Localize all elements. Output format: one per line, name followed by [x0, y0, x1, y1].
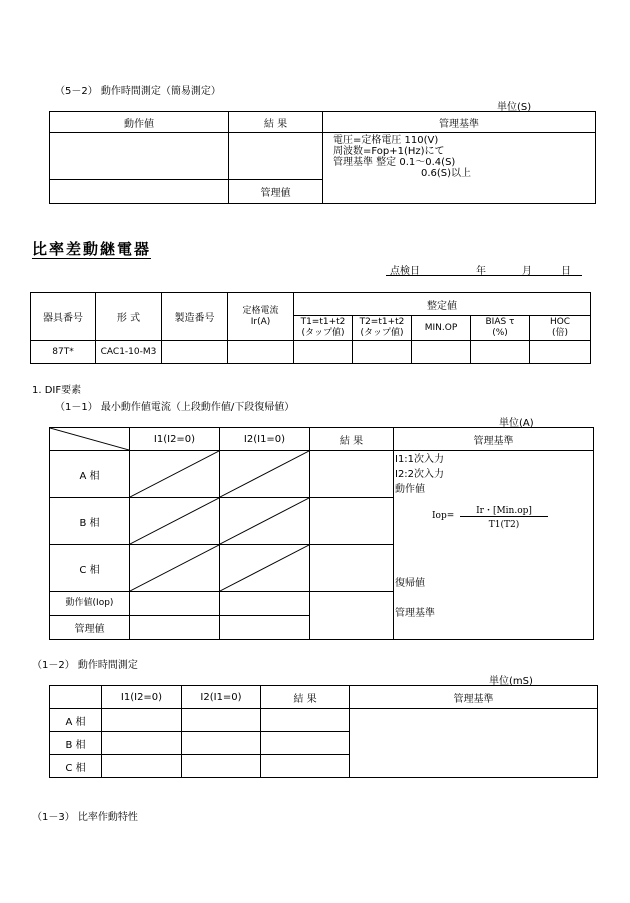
value-bottom-cell[interactable] [50, 179, 229, 203]
corner-cell [50, 428, 130, 451]
row-label-manage: 管理値 [50, 616, 130, 640]
col-header-criteria: 管理基準 [350, 686, 598, 709]
formula-bar [460, 516, 548, 517]
min-operating-current-table [49, 427, 594, 640]
manage-i2-cell[interactable] [220, 616, 310, 640]
result-cell[interactable] [229, 133, 323, 180]
phase-b-result-cell[interactable] [310, 498, 394, 545]
formula-denominator: T1(T2) [488, 520, 520, 530]
section-5-2-heading: （5－2） 動作時間測定（簡易測定） [55, 86, 221, 97]
dif-subheading: （1－1） 最小動作値電流（上段動作値/下段復帰値） [55, 402, 295, 413]
day-label: 日 [561, 266, 571, 277]
criteria-operating: 動作値 [395, 484, 425, 495]
diagonal-line [220, 498, 309, 544]
header-rated-current-unit: Ir(A) [250, 316, 271, 327]
col-header-result: 結 果 [310, 428, 394, 451]
header-t2-sub: (タップ値) [360, 328, 404, 338]
criteria-line: 管理基準 整定 0.1～0.4(S) [333, 157, 456, 169]
criteria-i2: I2:2次入力 [395, 469, 445, 480]
header-rated-current [228, 293, 294, 341]
criteria-standard: 管理基準 [395, 608, 435, 619]
section-1-3-heading: （1－3） 比率作動特性 [32, 812, 138, 823]
time-b-result-cell[interactable] [261, 732, 350, 755]
header-rated-current-label: 定格電流 [242, 305, 279, 316]
col-header-i2: I2(I1=0) [182, 686, 261, 709]
header-serial: 製造番号 [162, 293, 228, 341]
phase-a-result-cell[interactable] [310, 451, 394, 498]
month-label: 月 [522, 266, 532, 277]
corner-diagonal [50, 428, 129, 450]
minop-value[interactable] [412, 341, 471, 364]
criteria-cell [323, 133, 596, 204]
dif-unit-label: 単位(A) [499, 418, 534, 429]
header-hoc [530, 316, 591, 341]
serial-value[interactable] [162, 341, 228, 364]
criteria-line: 電圧=定格電圧 110(V) [333, 135, 439, 147]
time-a-result-cell[interactable] [261, 709, 350, 732]
header-hoc-sub: (倍) [552, 328, 569, 338]
criteria-line: 0.6(S)以上 [421, 168, 472, 180]
criteria-line: 周波数=Fop+1(Hz)にて [333, 146, 445, 158]
time-a-i1-cell[interactable] [102, 709, 182, 732]
row-label-c: C 相 [50, 755, 102, 778]
header-t2 [353, 316, 412, 341]
op-i2-cell[interactable] [220, 592, 310, 616]
diagonal-line [130, 545, 219, 591]
criteria-cell [394, 451, 594, 640]
header-setting: 整定値 [294, 293, 591, 316]
phase-c-i1-cell[interactable] [130, 545, 220, 592]
header-model: 形 式 [96, 293, 162, 341]
col-header-criteria: 管理基準 [323, 112, 596, 133]
col-header-i1: I1(I2=0) [102, 686, 182, 709]
col-header-i2: I2(I1=0) [220, 428, 310, 451]
formula-lhs: Iop= [432, 511, 455, 521]
header-bias [471, 316, 530, 341]
col-header-value: 動作値 [50, 112, 229, 133]
relay-info-table [30, 292, 591, 364]
diagonal-line [130, 498, 219, 544]
phase-a-i1-cell[interactable] [130, 451, 220, 498]
year-label: 年 [476, 266, 486, 277]
row-label-operating: 動作値(Iop) [50, 592, 130, 616]
header-t1-sub: (タップ値) [301, 328, 345, 338]
row-label-a: A 相 [50, 709, 102, 732]
phase-c-result-cell[interactable] [310, 545, 394, 592]
header-t1 [294, 316, 353, 341]
header-bias-label: BIAS τ [485, 317, 515, 327]
value-cell[interactable] [50, 133, 229, 180]
time-criteria-cell [350, 709, 598, 778]
diagonal-line [130, 451, 219, 497]
criteria-reset: 復帰値 [395, 578, 425, 589]
inspection-date-label: 点検日 [390, 266, 420, 277]
phase-b-i2-cell[interactable] [220, 498, 310, 545]
diagonal-line [220, 545, 309, 591]
col-header-i1: I1(I2=0) [130, 428, 220, 451]
criteria-block [395, 452, 444, 497]
section-1-2-heading: （1－2） 動作時間測定 [32, 660, 138, 671]
col-header-result: 結 果 [261, 686, 350, 709]
header-t2-label: T2=t1+t2 [359, 317, 405, 327]
header-minop: MIN.OP [412, 316, 471, 341]
time-b-i2-cell[interactable] [182, 732, 261, 755]
phase-a-i2-cell[interactable] [220, 451, 310, 498]
row-label-b: B 相 [50, 732, 102, 755]
op-result-cell[interactable] [310, 592, 394, 640]
hoc-value[interactable] [530, 341, 591, 364]
dif-heading: 1. DIF要素 [32, 385, 82, 396]
corner-cell [50, 686, 102, 709]
row-label-c: C 相 [50, 545, 130, 592]
row-label-b: B 相 [50, 498, 130, 545]
time-c-i2-cell[interactable] [182, 755, 261, 778]
col-header-criteria: 管理基準 [394, 428, 594, 451]
header-bias-sub: (%) [492, 328, 508, 338]
header-t1-label: T1=t1+t2 [300, 317, 346, 327]
phase-c-i2-cell[interactable] [220, 545, 310, 592]
bias-value[interactable] [471, 341, 530, 364]
model-value[interactable]: CAC1-10-M3 [96, 341, 162, 364]
formula-numerator: Ir・[Min.op] [476, 506, 532, 516]
diagonal-line [220, 451, 309, 497]
header-hoc-label: HOC [549, 317, 571, 327]
relay-title: 比率差動継電器 [32, 240, 152, 258]
manage-i1-cell[interactable] [130, 616, 220, 640]
time-c-i1-cell[interactable] [102, 755, 182, 778]
operation-time-table [49, 685, 598, 778]
unit-label: 単位(S) [497, 102, 532, 113]
equip-no-value[interactable]: 87T* [31, 341, 96, 364]
criteria-i1: I1:1次入力 [395, 454, 445, 465]
time-c-result-cell[interactable] [261, 755, 350, 778]
op-i1-cell[interactable] [130, 592, 220, 616]
time-b-i1-cell[interactable] [102, 732, 182, 755]
rated-current-value[interactable] [228, 341, 294, 364]
section-1-2-unit: 単位(mS) [489, 676, 533, 687]
header-equip-no: 器具番号 [31, 293, 96, 341]
phase-b-i1-cell[interactable] [130, 498, 220, 545]
manage-label: 管理値 [229, 179, 323, 203]
operation-time-simple-table [49, 111, 596, 204]
time-a-i2-cell[interactable] [182, 709, 261, 732]
t2-value[interactable] [353, 341, 412, 364]
row-label-a: A 相 [50, 451, 130, 498]
t1-value[interactable] [294, 341, 353, 364]
col-header-result: 結 果 [229, 112, 323, 133]
